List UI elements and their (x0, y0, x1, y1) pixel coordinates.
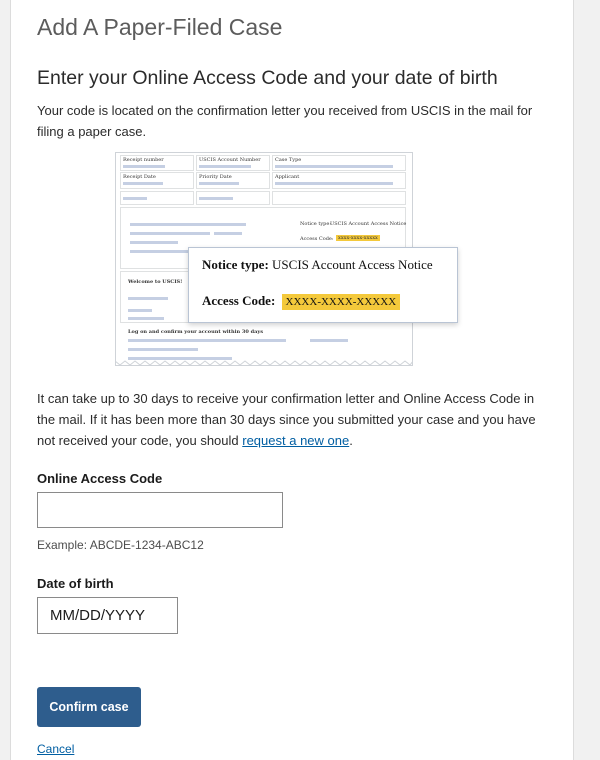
info-text-after: . (349, 433, 353, 448)
letter-welcome: Welcome to USCIS! (128, 279, 183, 285)
access-code-label: Online Access Code (37, 471, 163, 486)
request-new-code-link[interactable]: request a new one (242, 433, 350, 448)
letter-receipt-number: Receipt number (123, 157, 164, 163)
dob-input[interactable] (37, 597, 178, 634)
page-title: Add A Paper-Filed Case (37, 14, 283, 40)
callout-notice-type (202, 258, 442, 271)
letter-access-value: xxxx-xxxx-xxxxx (338, 235, 378, 241)
intro-text: Your code is located on the confirmation letter you received from USCIS in the mail for filing a paper case. (37, 103, 533, 139)
letter-priority-date: Priority Date (199, 174, 232, 180)
letter-account-number: USCIS Account Number (199, 157, 261, 163)
letter-applicant: Applicant (275, 174, 300, 180)
letter-notice-value: USCIS Account Access Notice (330, 221, 407, 227)
main-card (10, 0, 574, 760)
callout-access-value: XXXX-XXXX-XXXXX (282, 294, 401, 310)
callout-notice-value: USCIS Account Access Notice (272, 257, 433, 272)
letter-notice-label: Notice type: (300, 221, 332, 227)
cancel-link[interactable]: Cancel (37, 742, 75, 756)
callout-access-label: Access Code: (202, 293, 276, 308)
info-text (37, 388, 549, 451)
section-title: Enter your Online Access Code and your date of birth (37, 67, 498, 89)
letter-access-label: Access Code: (300, 236, 334, 242)
letter-logon-text: Log on and confirm your account within 30 days (128, 329, 264, 335)
info-text-before: It can take up to 30 days to receive your confirmation letter and Online Access Code in the mail. If it has been more than 30 days since you submitted your case and you have not received your code, you should (37, 391, 536, 448)
dob-label: Date of birth (37, 576, 114, 591)
access-code-input[interactable] (37, 492, 283, 528)
callout-access-code (202, 293, 400, 309)
access-code-callout (188, 247, 458, 323)
letter-receipt-date: Receipt Date (123, 174, 156, 180)
access-code-hint: Example: ABCDE-1234-ABC12 (37, 538, 204, 552)
letter-torn-edge (115, 358, 413, 368)
confirm-case-button[interactable]: Confirm case (37, 687, 141, 727)
letter-case-type: Case Type (275, 157, 302, 163)
callout-notice-label: Notice type: (202, 257, 269, 272)
